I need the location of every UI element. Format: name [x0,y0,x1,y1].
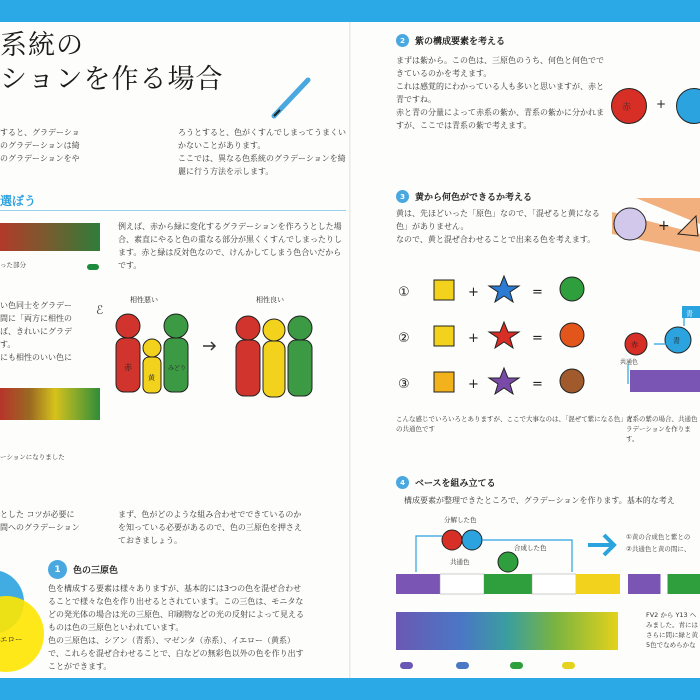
svg-text:+: + [468,331,479,346]
section-primaries [48,560,118,579]
svg-text:青: 青 [686,310,693,318]
character-red [116,314,140,392]
page-title-line2: ションを作る場合 [0,64,224,95]
svg-text:+: + [468,285,479,300]
gradient-red-yellow-green-good [0,388,100,420]
section-heading: 選ぼう [0,194,37,208]
section-3 [396,190,532,203]
section-primaries-title: 色の三原色 [73,566,119,576]
mix-examples [394,270,614,410]
yellow-mix-diagram [606,194,700,258]
caption-good: ーションになりました [0,453,65,461]
caption-bad: った部分 [0,261,26,269]
paragraph-primaries: 色を構成する要素は様々ありますが、基本的には3つの色を混ぜ合わせることで様々な色を作り出せるとされています。この三色は、モニタなどの発光体の場合は光の三原色、印刷物などの光の反射によって見えるものは色の三原色といわれています。 色の三原色は、シアン（青系）、マゼンタ（赤系）、イエロー（黄系）で、これらを混ぜ合わせることで、白などの無彩色以外の色を作り出すことができます。 [48,584,304,671]
svg-text:+: + [468,377,479,392]
svg-text:合成した色: 合成した色 [514,544,547,552]
arrow-right-icon [584,530,620,560]
mix-row-2 [398,322,584,348]
marker-chip-1 [400,662,413,669]
label-aka: 赤 [622,103,632,113]
marker-chip-green [87,264,99,270]
svg-text:共通色: 共通色 [450,558,470,566]
section-4-title: ベースを組み立てる [415,479,496,489]
section-3-title: 黄から何色ができるか考える [415,193,533,203]
gradient-red-green-bad [0,223,100,251]
section-number-2: 2 [396,34,409,47]
final-caption: FV2 から Y13 へ みました。青には さらに間に緑と黄 5色でなめらかな [646,611,698,649]
svg-text:みどり: みどり [168,365,187,372]
character-green-2 [288,316,312,396]
svg-text:=: = [532,331,543,346]
plus-1: + [656,97,667,111]
blue-circle [676,88,700,124]
section-number-1: 1 [48,560,67,579]
mix-row-1 [398,276,584,302]
marker-chip-2 [456,662,469,669]
intro-col1: すると、グラデーショ のグラデーションは綺 のグラデーションをや [0,128,80,163]
svg-text:②: ② [398,331,410,346]
svg-text:ℰ: ℰ [96,303,104,317]
final-gradient [396,612,618,650]
intro-col2: ろうとすると、色がくすんでしまってうまくいかないことがあります。 ここでは、異なる色系統のグラデーションを綺麗に行う方法を示します。 [178,128,346,176]
label-good-compat: 相性良い [256,296,284,304]
pen-icon [270,74,314,120]
character-green [164,314,188,392]
svg-text:黄: 黄 [148,374,155,382]
paragraph-first: まず、色がどのような組み合わせでできているのかを知っている必要があるので、色の三原色を押さえておきましょう。 [118,510,302,545]
note-1: ①黄の合成色と紫との [626,533,691,541]
paragraph-tips: とした コツが必要に 間へのグラデーション [0,510,80,532]
section-number-4: 4 [396,476,409,489]
mix-caption: こんな感じでいろいろとありますが、ここで大事なのは、「混ぜて紫になる色」との共通色です [396,415,634,433]
svg-text:③: ③ [398,377,410,392]
three-primaries-diagram [0,570,30,678]
color-characters-illustration [88,290,350,415]
mix-row-3 [398,368,584,394]
section-2 [396,34,505,47]
svg-text:=: = [532,285,543,300]
svg-text:+: + [658,218,670,234]
character-yellow-2 [263,319,285,397]
svg-text:青: 青 [673,337,680,345]
label-bad-compat: 相性悪い [130,296,158,304]
book-spread [0,22,700,678]
note-2: ②共通色と黄の間に、 [626,545,691,553]
heading-rule [0,210,346,211]
marker-chip-3 [510,662,523,669]
paragraph-base: 構成要素が整理できたところで、グラデーションを作ります。基本的な考え [404,496,675,505]
svg-text:赤: 赤 [631,341,638,349]
base-strip-small [628,574,700,594]
section-4 [396,476,496,489]
svg-text:=: = [532,377,543,392]
purple-caption: 青系の紫の場合、共通色 ラデーションを作ります。 [626,415,698,443]
label-yellow: エロー [0,635,23,644]
page-title-line1: 系統の [0,30,84,61]
svg-text:分解した色: 分解した色 [444,516,477,524]
paragraph-compatibility: い色同士をグラデー 間に「両方に相性の ば、きれいにグラデ す。 にも相性のいい色に [0,301,72,362]
svg-text:①: ① [398,285,410,300]
svg-text:赤: 赤 [124,363,132,372]
character-yellow [143,339,161,393]
character-red-2 [236,316,260,396]
paragraph-yellow: 黄は、先ほどいった「原色」なので、「混ぜると黄になる色」がありません。 なので、黄と混ぜ合わせることで出来る色を考えます。 [396,209,600,244]
svg-text:共通色: 共通色 [620,359,639,366]
paragraph-red-green: 例えば、赤から緑に変化するグラデーションを作ろうとした場合、素直にやると色の重なる部分が黒くくすんでしまったりします。赤と緑は反対色なので、けんかしてしまう色合いだからです。 [118,222,342,270]
marker-chip-4 [562,662,575,669]
section-number-3: 3 [396,190,409,203]
section-2-title: 紫の構成要素を考える [415,37,506,47]
paragraph-purple: まずは紫から。この色は、三原色のうち、何色と何色でできているのかを考えます。 これは感覚的にわかっている人も多いと思いますが、赤と青ですね。 赤と青の分量によって赤系の紫か、青系の紫かに分かれますが、ここでは青系の紫で考えます。 [396,56,604,130]
purple-mix-diagram [620,304,700,394]
